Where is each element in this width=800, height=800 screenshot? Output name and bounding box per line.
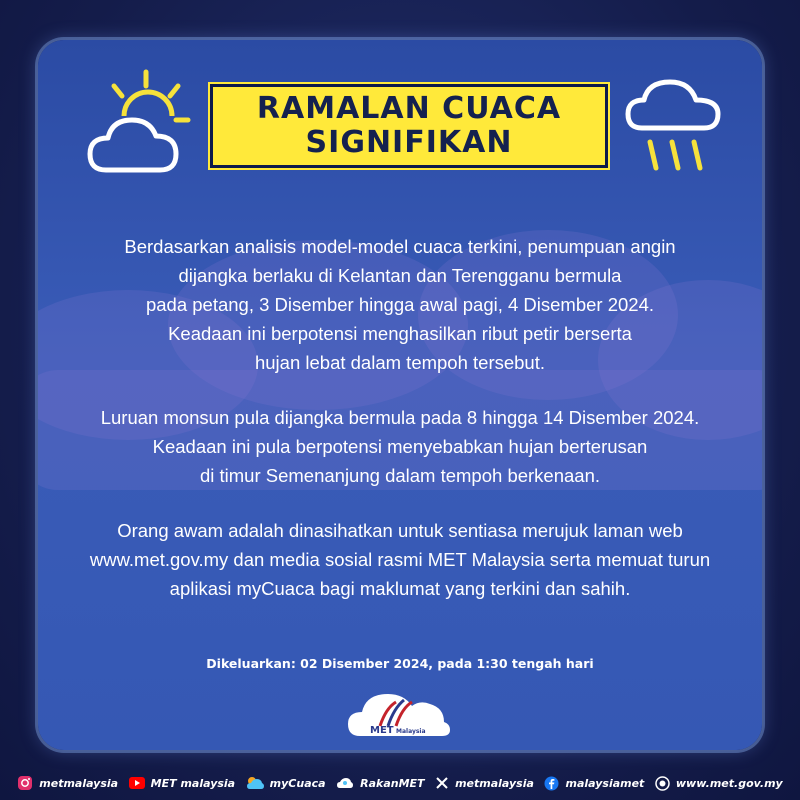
sun-cloud-icon <box>84 66 204 178</box>
logo-text: MET <box>370 725 394 736</box>
mycuaca-icon <box>246 776 264 790</box>
logo-cloud-icon <box>346 686 452 742</box>
footer-youtube[interactable] <box>129 776 235 790</box>
forecast-text <box>40 232 760 629</box>
text-line: di timur Semenanjung dalam tempoh berkenaan. <box>199 465 601 486</box>
footer-label: metmalaysia <box>455 776 534 790</box>
title-line-2: SIGNIFIKAN <box>305 125 513 160</box>
footer-label: metmalaysia <box>39 776 119 790</box>
rakanmet-icon <box>336 776 354 790</box>
footer-x[interactable] <box>435 776 534 790</box>
social-footer <box>0 766 800 800</box>
footer-label: www.met.gov.my <box>675 776 783 790</box>
footer-facebook[interactable] <box>544 776 644 791</box>
x-icon <box>435 776 449 790</box>
footer-instagram[interactable] <box>17 775 118 791</box>
text-line: Keadaan ini berpotensi menghasilkan ribut petir berserta <box>168 323 632 344</box>
footer-label: MET malaysia <box>150 776 236 790</box>
footer-label: malaysiamet <box>565 776 645 790</box>
text-line: hujan lebat dalam tempoh tersebut. <box>254 352 546 373</box>
text-line: Luruan monsun pula dijangka bermula pada 8 hingga 14 Disember 2024. <box>100 407 700 428</box>
paragraph-3 <box>40 516 760 603</box>
youtube-icon <box>129 776 145 790</box>
footer-rakanmet[interactable] <box>336 776 424 790</box>
footer-label: myCuaca <box>269 776 326 790</box>
footer-website[interactable] <box>655 776 783 791</box>
text-line: www.met.gov.my dan media sosial rasmi MET Malaysia serta memuat turun <box>89 549 711 570</box>
text-line: Berdasarkan analisis model-model cuaca terkini, penumpuan angin <box>124 236 676 257</box>
paragraph-1 <box>40 232 760 377</box>
footer-mycuaca[interactable] <box>246 776 326 790</box>
title-banner <box>210 84 608 168</box>
text-line: aplikasi myCuaca bagi maklumat yang terkini dan sahih. <box>169 578 631 599</box>
text-line: dijangka berlaku di Kelantan dan Terengganu bermula <box>178 265 622 286</box>
text-line: Keadaan ini pula berpotensi menyebabkan hujan berterusan <box>152 436 648 457</box>
paragraph-2 <box>40 403 760 490</box>
facebook-icon <box>544 776 559 791</box>
logo-subtext: Malaysia <box>396 728 426 735</box>
met-malaysia-logo <box>346 686 452 742</box>
footer-label: RakanMET <box>360 776 425 790</box>
text-line: pada petang, 3 Disember hingga awal pagi, 4 Disember 2024. <box>145 294 655 315</box>
rain-cloud-icon <box>624 76 734 176</box>
instagram-icon <box>17 775 33 791</box>
web-icon <box>655 776 670 791</box>
text-line: Orang awam adalah dinasihatkan untuk sentiasa merujuk laman web <box>117 520 683 541</box>
title-line-1: RAMALAN CUACA <box>256 91 562 126</box>
issued-date: Dikeluarkan: 02 Disember 2024, pada 1:30 tengah hari <box>206 656 594 671</box>
